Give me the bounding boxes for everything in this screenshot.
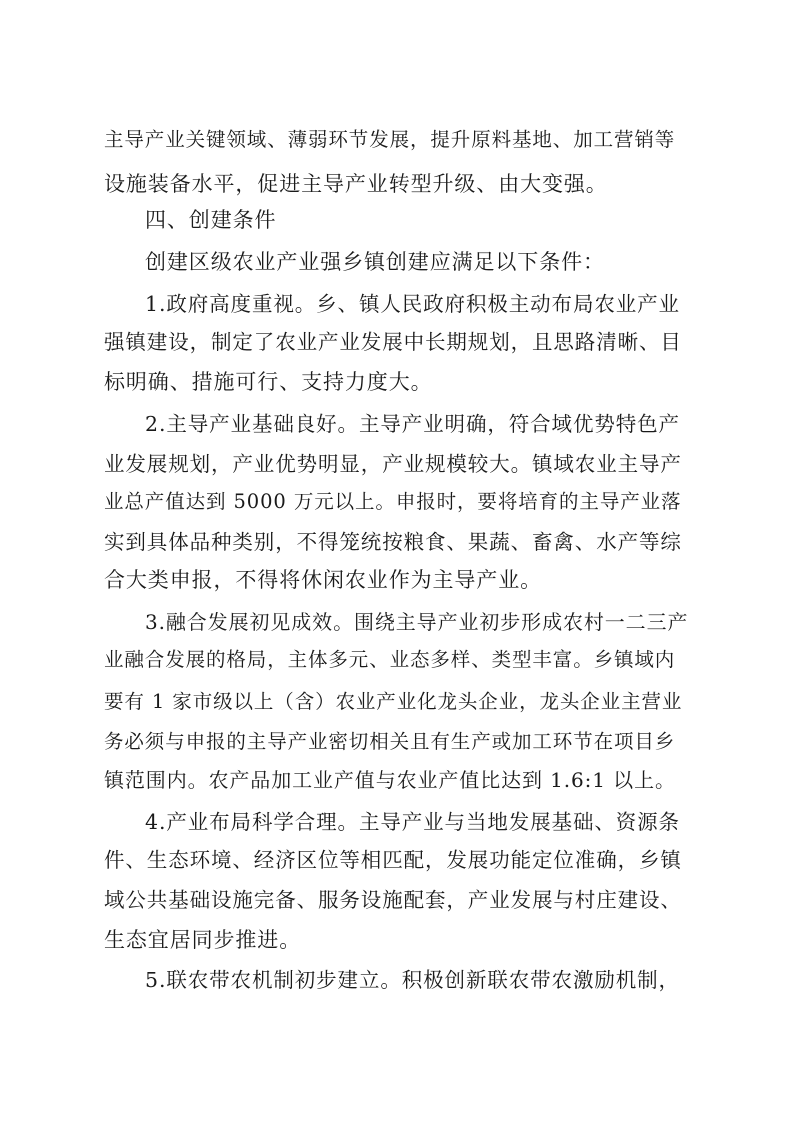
section-heading: 四、创建条件 xyxy=(145,208,277,232)
body-text-line: 镇范围内。农产品加工业产值与农业产值比达到 1.6:1 以上。 xyxy=(104,768,676,792)
body-text-line: 实到具体品种类别，不得笼统按粮食、果蔬、畜禽、水产等综 xyxy=(104,530,682,554)
body-text-line: 设施装备水平，促进主导产业转型升级、由大变强。 xyxy=(104,172,608,196)
body-text-line: 务必须与申报的主导产业密切相关且有生产或加工环节在项目乡 xyxy=(104,730,676,753)
body-text-line: 域公共基础设施完备、服务设施配套，产业发展与村庄建设、 xyxy=(104,888,682,912)
body-text-line: 3.融合发展初见成效。围绕主导产业初步形成农村一二三产 xyxy=(145,610,689,634)
body-text-line: 要有 1 家市级以上（含）农业产业化龙头企业，龙头企业主营业 xyxy=(104,690,683,713)
body-text-line: 标明确、措施可行、支持力度大。 xyxy=(104,370,433,394)
body-text-line: 主导产业关键领域、薄弱环节发展，提升原料基地、加工营销等 xyxy=(104,128,676,151)
body-text-line: 1.政府高度重视。乡、镇人民政府积极主动布局农业产业 xyxy=(145,292,680,316)
body-text-line: 创建区级农业产业强乡镇创建应满足以下条件： xyxy=(145,250,605,274)
body-text-line: 业融合发展的格局，主体多元、业态多样、类型丰富。乡镇域内 xyxy=(104,648,676,671)
body-text-line: 强镇建设，制定了农业产业发展中长期规划，且思路清晰、目 xyxy=(104,330,682,354)
body-text-line: 业总产值达到 5000 万元以上。申报时，要将培育的主导产业落 xyxy=(104,490,682,513)
body-text-line: 业发展规划，产业优势明显，产业规模较大。镇域农业主导产 xyxy=(104,452,682,476)
body-text-line: 生态宜居同步推进。 xyxy=(104,928,302,952)
body-text-line: 5.联农带农机制初步建立。积极创新联农带农激励机制， xyxy=(145,968,680,992)
body-text-line: 2.主导产业基础良好。主导产业明确，符合域优势特色产 xyxy=(145,412,680,436)
body-text-line: 件、生态环境、经济区位等相匹配，发展功能定位准确，乡镇 xyxy=(104,848,682,872)
body-text-line: 4.产业布局科学合理。主导产业与当地发展基础、资源条 xyxy=(145,810,680,834)
body-text-line: 合大类申报，不得将休闲农业作为主导产业。 xyxy=(104,568,542,592)
